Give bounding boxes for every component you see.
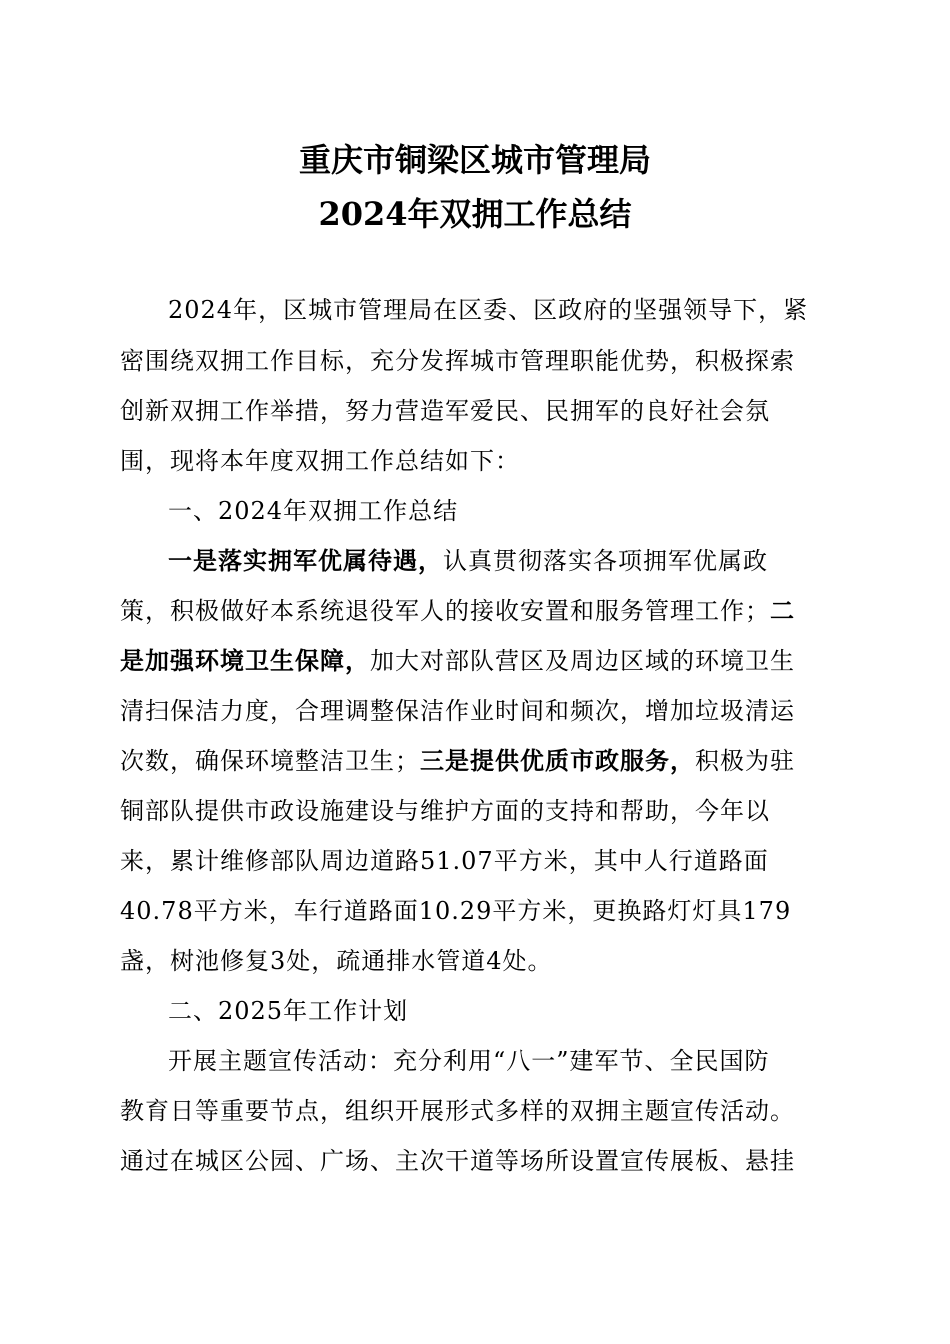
item-1-heading: 一是落实拥军优属待遇， [168, 546, 443, 575]
section-1-line-6: 铜部队提供市政设施建设与维护方面的支持和帮助，今年以 [120, 797, 770, 825]
intro-line-3: 创新双拥工作举措，努力营造军爱民、民拥军的良好社会氛 [120, 397, 770, 425]
section-1-line-8: 40.78平方米，车行道路面10.29平方米，更换路灯灯具179 [120, 897, 792, 925]
item-2-text-end: 次数，确保环境整洁卫生； [120, 747, 420, 775]
intro-line-2: 密围绕双拥工作目标，充分发挥城市管理职能优势，积极探索 [120, 347, 795, 375]
item-1-text-cont: 策，积极做好本系统退役军人的接收安置和服务管理工作； [120, 597, 770, 625]
item-3-heading: 三是提供优质市政服务， [420, 746, 695, 775]
section-2-line-2: 教育日等重要节点，组织开展形式多样的双拥主题宣传活动。 [120, 1097, 795, 1125]
section-1-line-3 [120, 646, 840, 676]
intro-line-1: 2024年，区城市管理局在区委、区政府的坚强领导下，紧 [168, 296, 809, 324]
section-1-line-4: 清扫保洁力度，合理调整保洁作业时间和频次，增加垃圾清运 [120, 697, 795, 725]
item-2-heading: 是加强环境卫生保障， [120, 646, 370, 675]
document-title-line-1: 重庆市铜梁区城市管理局 [298, 141, 651, 179]
document-title-line-2: 2024年双拥工作总结 [318, 195, 632, 233]
section-1-line-7: 来，累计维修部队周边道路51.07平方米，其中人行道路面 [120, 847, 769, 875]
item-1-text: 认真贯彻落实各项拥军优属政 [443, 547, 768, 575]
section-1-heading: 一、2024年双拥工作总结 [168, 497, 459, 525]
section-2-line-3: 通过在城区公园、广场、主次干道等场所设置宣传展板、悬挂 [120, 1147, 795, 1175]
item-2-text: 加大对部队营区及周边区域的环境卫生 [370, 647, 795, 675]
item-2-heading-start: 二 [770, 596, 795, 625]
section-1-line-2 [120, 596, 840, 626]
section-1-line-5 [120, 746, 840, 776]
section-1-line-1 [168, 546, 840, 576]
section-2-line-1: 开展主题宣传活动：充分利用“八一”建军节、全民国防 [168, 1047, 770, 1075]
section-1-line-9: 盏，树池修复3处，疏通排水管道4处。 [120, 947, 553, 975]
intro-line-4: 围，现将本年度双拥工作总结如下： [120, 447, 520, 475]
item-3-text: 积极为驻 [695, 747, 795, 775]
section-2-heading: 二、2025年工作计划 [168, 997, 409, 1025]
